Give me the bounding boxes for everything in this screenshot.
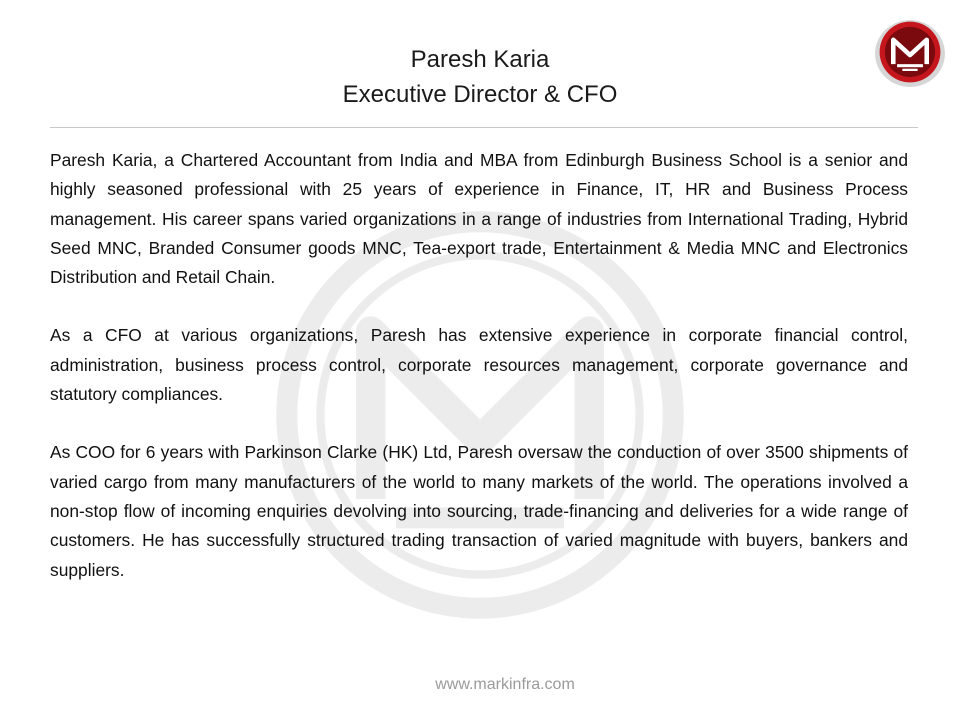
person-position: Executive Director & CFO [342,81,618,108]
page-title [0,42,960,112]
website-url: www.markinfra.com [435,676,575,693]
title-divider [50,127,918,128]
person-name: Paresh Karia [410,46,550,73]
bio-paragraph-coo-experience: As COO for 6 years with Parkinson Clarke (HK) Ltd, Paresh oversaw the conduction of over 3500 shipments of varied cargo from many manufacturers of the world to many markets of the world. The operations involved a non-stop flow of incoming enquiries devolving into sourcing, trade-financing and deliveries for a wide range of customers. He has successfully structured trading transaction of varied magnitude with buyers, bankers and suppliers. [50,442,908,580]
biography [50,146,908,585]
bio-paragraph-cfo-experience: As a CFO at various organizations, Paresh has extensive experience in corporate financial control, administration, business process control, corporate resources management, corporate governance and statutory compliances. [50,325,908,405]
bio-paragraph-education: Paresh Karia, a Chartered Accountant from India and MBA from Edinburgh Business School is a senior and highly seasoned professional with 25 years of experience in Finance, IT, HR and Business Process management. His career spans varied organizations in a range of industries from International Trading, Hybrid Seed MNC, Branded Consumer goods MNC, Tea-export trade, Entertainment & Media MNC and Electronics Distribution and Retail Chain. [50,150,908,288]
